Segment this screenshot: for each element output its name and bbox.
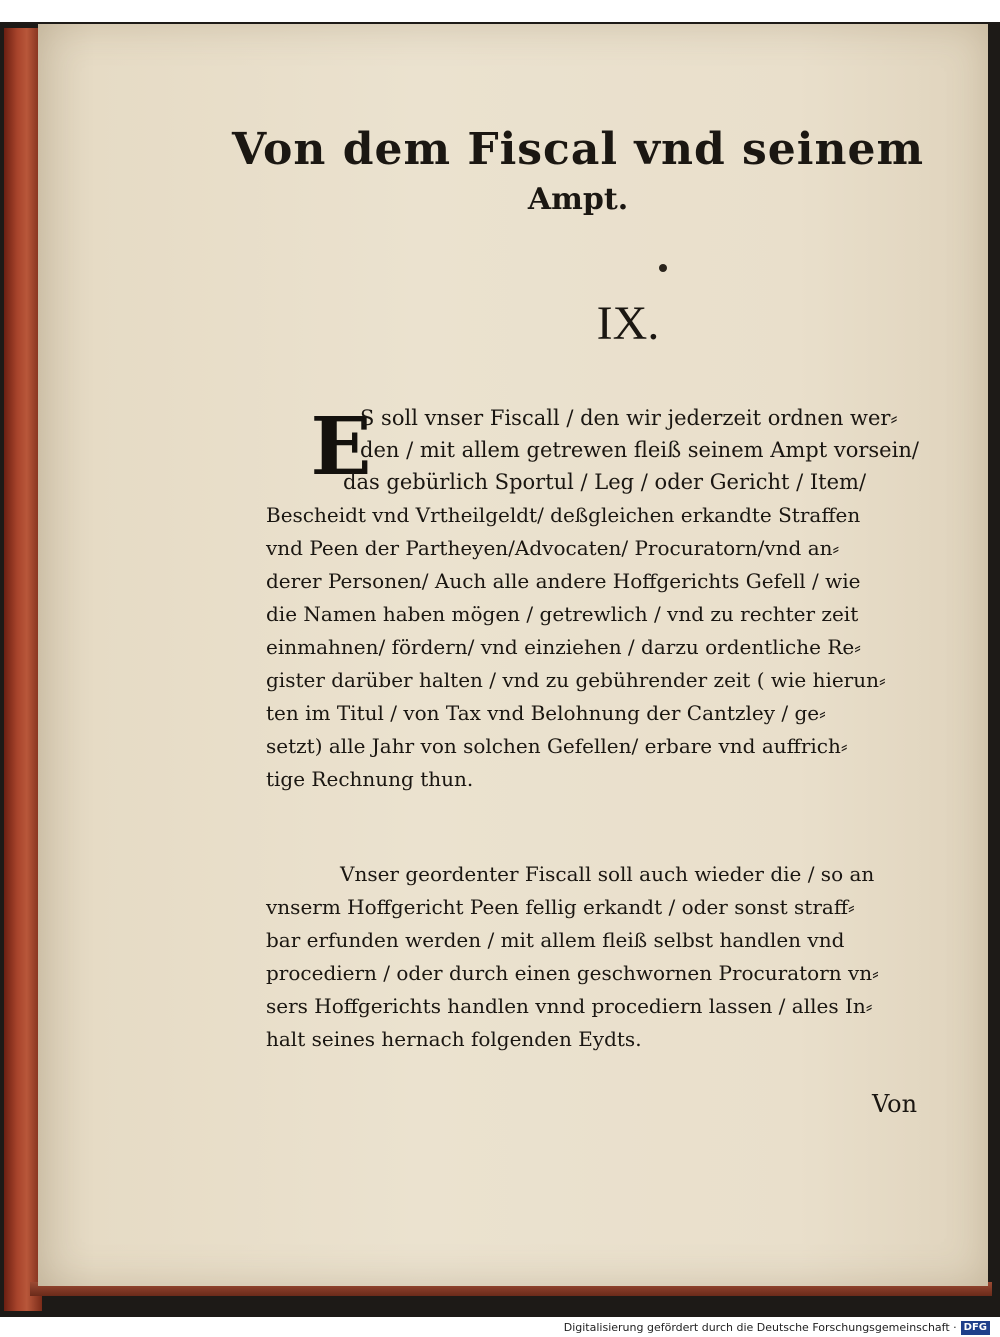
paragraph-2-line: sers Hoffgerichts handlen vnnd procediern lassen / alles In⸗ xyxy=(266,994,873,1018)
paragraph-1-line: derer Personen/ Auch alle andere Hoffgerichts Gefell / wie xyxy=(266,569,861,593)
dfg-logo: DFG xyxy=(961,1321,990,1335)
paragraph-2-line: halt seines hernach folgenden Eydts. xyxy=(266,1027,642,1051)
page-heading-line-1: Von dem Fiscal vnd seinem xyxy=(231,124,925,175)
ornament-dot xyxy=(659,264,667,272)
paragraph-1-line: vnd Peen der Partheyen/Advocaten/ Procuratorn/vnd an⸗ xyxy=(266,536,840,560)
paragraph-1-line: gister darüber halten / vnd zu gebührender zeit ( wie hierun⸗ xyxy=(266,668,886,692)
chapter-number: IX. xyxy=(596,297,660,350)
paragraph-1-line: die Namen haben mögen / getrewlich / vnd zu rechter zeit xyxy=(266,602,859,626)
paragraph-1-line: ten im Titul / von Tax vnd Belohnung der Cantzley / ge⸗ xyxy=(266,701,826,725)
paragraph-2-line: Vnser geordenter Fiscall soll auch wieder die / so an xyxy=(340,862,875,886)
digitization-footer xyxy=(0,1318,990,1337)
catchword: Von xyxy=(872,1090,918,1118)
paragraph-2-line: vnserm Hoffgericht Peen fellig erkandt / oder sonst straff⸗ xyxy=(266,895,855,919)
page-heading-line-2: Ampt. xyxy=(527,182,629,217)
paragraph-1-line: Bescheidt vnd Vrtheilgeldt/ deßgleichen erkandte Straffen xyxy=(266,503,861,527)
paragraph-1-line: tige Rechnung thun. xyxy=(266,767,474,791)
paragraph-2-line: procediern / oder durch einen geschwornen Procuratorn vn⸗ xyxy=(266,961,879,985)
book-spine-edge xyxy=(4,28,42,1311)
paragraph-1-line: das gebürlich Sportul / Leg / oder Gericht / Item/ xyxy=(343,470,867,494)
drop-capital: E xyxy=(310,399,372,493)
paragraph-1-line: S soll vnser Fiscall / den wir jederzeit ordnen wer⸗ xyxy=(360,406,898,430)
paragraph-1-line: setzt) alle Jahr von solchen Gefellen/ erbare vnd auffrich⸗ xyxy=(266,734,848,758)
paragraph-1-line: den / mit allem getrewen fleiß seinem Ampt vorsein/ xyxy=(360,438,919,462)
paragraph-1-line: einmahnen/ fördern/ vnd einziehen / darzu ordentliche Re⸗ xyxy=(266,635,861,659)
paragraph-2-line: bar erfunden werden / mit allem fleiß selbst handlen vnd xyxy=(266,928,845,952)
footer-credit-text: Digitalisierung gefördert durch die Deutsche Forschungsgemeinschaft · xyxy=(563,1321,957,1334)
book-page xyxy=(38,24,988,1286)
